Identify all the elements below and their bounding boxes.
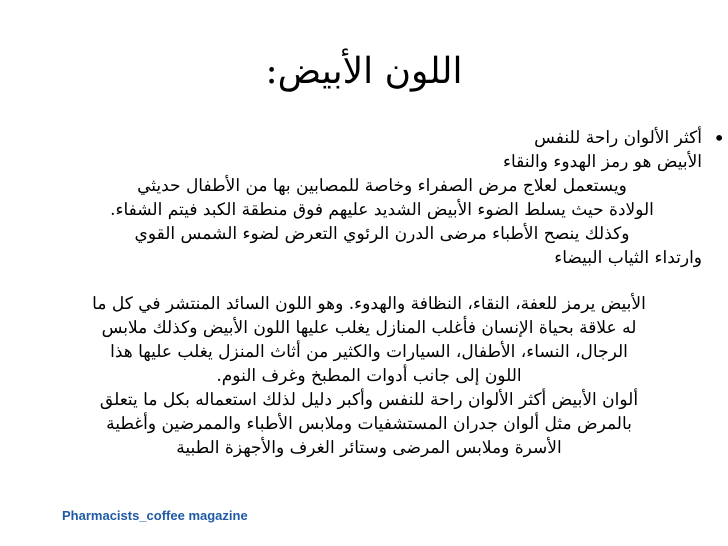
bullet-line: وارتداء الثياب البيضاء	[554, 248, 702, 268]
body-paragraph	[58, 292, 680, 460]
paragraph-line: بالمرض مثل ألوان جدران المستشفيات وملابس الأطباء والممرضين وأغطية	[106, 414, 632, 434]
paragraph-line: له علاقة بحياة الإنسان فأغلب المنازل يغلب عليها اللون الأبيض وكذلك ملابس	[101, 318, 637, 338]
bullet-icon: •	[713, 126, 725, 150]
paragraph-line: الرجال، النساء، الأطفال، السيارات والكثير من أثاث المنزل يغلب عليها هذا	[110, 342, 628, 362]
paragraph-line: ألوان الأبيض أكثر الألوان راحة للنفس وأكبر دليل لذلك استعماله بكل ما يتعلق	[99, 390, 639, 410]
bullet-line: أكثر الألوان راحة للنفس	[534, 128, 702, 148]
bullet-line: ويستعمل لعلاج مرض الصفراء وخاصة للمصابين بها من الأطفال حديثي	[137, 176, 627, 196]
paragraph-line: الأبيض يرمز للعفة، النقاء، النظافة والهدوء. وهو اللون السائد المنتشر في كل ما	[92, 294, 646, 314]
bullet-line: الولادة حيث يسلط الضوء الأبيض الشديد عليهم فوق منطقة الكبد فيتم الشفاء.	[110, 200, 654, 220]
bullet-list	[62, 126, 725, 270]
paragraph-line: اللون إلى جانب أدوات المطبخ وغرف النوم.	[216, 366, 522, 386]
bullet-line: وكذلك ينصح الأطباء مرضى الدرن الرئوي التعرض لضوء الشمس القوي	[134, 224, 630, 244]
slide-title: اللون الأبيض:	[265, 51, 463, 92]
footer-magazine-name: Pharmacists_coffee magazine	[62, 508, 248, 523]
bullet-line: الأبيض هو رمز الهدوء والنقاء	[502, 152, 702, 172]
paragraph-line: الأسرة وملابس المرضى وستائر الغرف والأجهزة الطبية	[176, 438, 562, 458]
